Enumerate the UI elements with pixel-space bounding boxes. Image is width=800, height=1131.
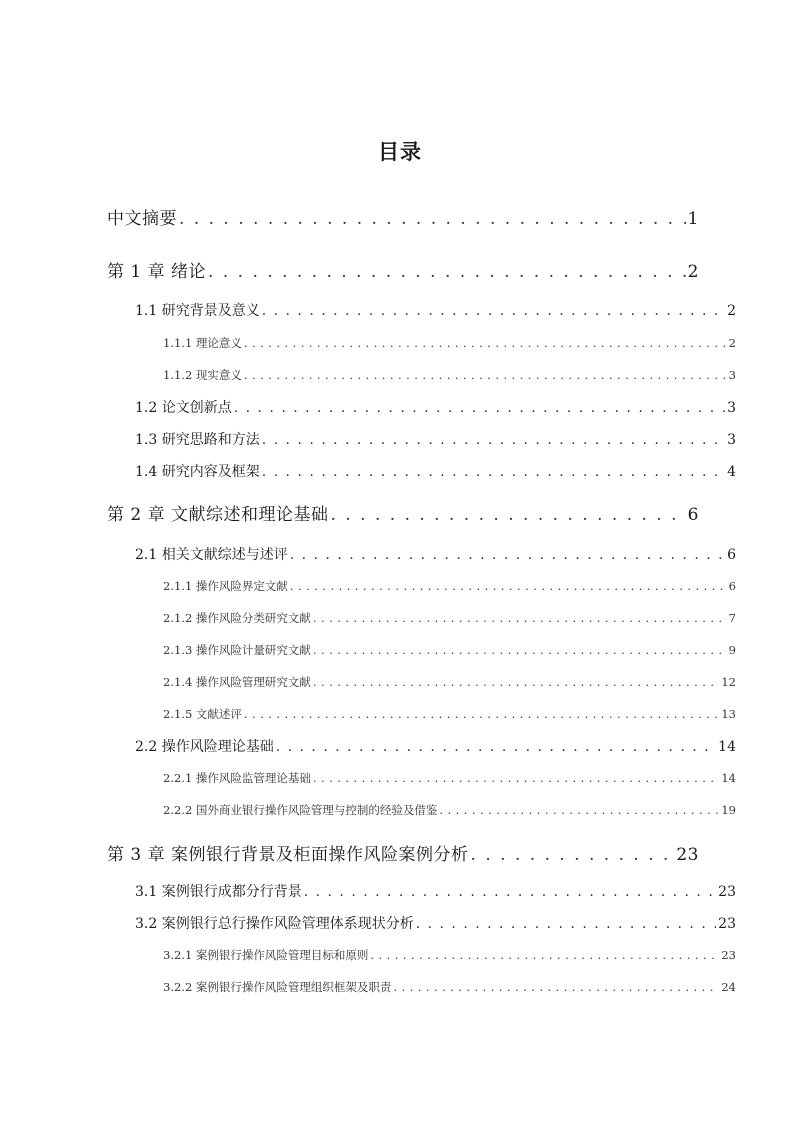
dot-leader [471,845,675,865]
toc-entry-page: 12 [721,675,736,689]
dot-leader [331,505,686,525]
toc-entry-label: 3.1 案例银行成都分行背景 [135,884,302,900]
toc-entry[interactable] [163,642,736,658]
dot-leader [304,884,716,900]
page-title: 目录 [378,140,422,164]
toc-entry-page: 6 [728,579,736,593]
toc-entry-page: 14 [721,771,736,785]
toc-entry-page: 1 [687,209,699,229]
toc-entry[interactable] [163,674,736,690]
toc-entry-label: 1.4 研究内容及框架 [135,464,260,480]
toc-entry-page: 2 [687,262,699,282]
dot-leader [290,547,725,563]
toc-entry-label: 2.2.1 操作风险监管理论基础 [163,771,311,785]
toc-entry[interactable] [163,706,736,722]
dot-leader [179,209,686,229]
toc-entry-label: 2.2.2 国外商业银行操作风险管理与控制的经验及借鉴 [163,803,438,817]
dot-leader [370,948,719,962]
toc-entry[interactable] [107,204,699,229]
toc-entry[interactable] [163,578,736,594]
dot-leader [276,739,716,755]
toc-entry-page: 6 [687,505,699,525]
toc-entry-page: 24 [721,980,736,994]
toc-entry-label: 1.1.1 理论意义 [163,336,242,350]
dot-leader [244,368,727,382]
toc-entry[interactable] [107,840,699,865]
toc-entry-label: 2.2 操作风险理论基础 [135,739,274,755]
toc-entry-label: 3.2.1 案例银行操作风险管理目标和原则 [163,948,369,962]
dot-leader [393,980,719,994]
toc-entry[interactable] [135,300,736,320]
toc-entry[interactable] [163,367,736,383]
toc-entry-page: 19 [721,803,736,817]
dot-leader [208,262,686,282]
toc-entry[interactable] [163,610,736,626]
toc-entry[interactable] [135,881,736,901]
toc-entry[interactable] [163,979,736,995]
toc-entry-label: 1.2 论文创新点 [135,400,232,416]
toc-entry-page: 6 [727,547,736,563]
toc-entry-label: 3.2.2 案例银行操作风险管理组织框架及职责 [163,980,392,994]
toc-entry-page: 7 [728,611,736,625]
toc-entry[interactable] [163,947,736,963]
dot-leader [313,611,727,625]
toc-entry-label: 1.1.2 现实意义 [163,368,242,382]
toc-entry-label: 1.1 研究背景及意义 [135,303,260,319]
toc-entry-page: 4 [727,464,736,480]
toc-entry-page: 14 [718,739,736,755]
toc-entry[interactable] [107,500,699,525]
toc-entry[interactable] [135,544,736,564]
dot-leader [439,803,719,817]
toc-entry-label: 2.1.3 操作风险计量研究文献 [163,643,311,657]
toc-entry-page: 3 [728,368,736,382]
toc-entry[interactable] [135,429,736,449]
toc-entry-label: 2.1 相关文献综述与述评 [135,547,288,563]
toc-entry[interactable] [135,736,736,756]
toc-entry-label: 2.1.5 文献述评 [163,707,242,721]
toc-entry-label: 第 1 章 绪论 [107,262,207,282]
dot-leader [244,707,719,721]
toc-entry[interactable] [163,770,736,786]
dot-leader [262,432,725,448]
toc-entry-label: 2.1.1 操作风险界定文献 [163,579,288,593]
dot-leader [313,771,719,785]
toc-entry[interactable] [163,802,736,818]
toc-entry[interactable] [135,913,736,933]
toc-entry-page: 2 [728,336,736,350]
toc-entry-page: 23 [721,948,736,962]
toc-entry[interactable] [135,461,736,481]
toc-entry[interactable] [107,257,699,282]
dot-leader [313,643,727,657]
toc-entry-label: 中文摘要 [107,209,177,229]
toc-entry-label: 2.1.2 操作风险分类研究文献 [163,611,311,625]
toc-entry-label: 1.3 研究思路和方法 [135,432,260,448]
dot-leader [262,464,725,480]
toc-entry-page: 3 [727,400,736,416]
dot-leader [234,400,725,416]
toc-entry-page: 3 [727,432,736,448]
toc-entry-page: 23 [676,845,699,865]
dot-leader [244,336,727,350]
toc-entry-page: 13 [721,707,736,721]
toc-entry[interactable] [163,335,736,351]
toc-entry-page: 23 [718,884,736,900]
dot-leader [416,916,716,932]
toc-entry-page: 9 [728,643,736,657]
dot-leader [313,675,719,689]
toc-entry[interactable] [135,397,736,417]
dot-leader [290,579,727,593]
toc-entry-label: 2.1.4 操作风险管理研究文献 [163,675,311,689]
toc-entry-label: 第 2 章 文献综述和理论基础 [107,505,329,525]
toc-entry-page: 2 [727,303,736,319]
toc-entry-page: 23 [718,916,736,932]
toc-entry-label: 第 3 章 案例银行背景及柜面操作风险案例分析 [107,845,469,865]
dot-leader [262,303,725,319]
toc-entry-label: 3.2 案例银行总行操作风险管理体系现状分析 [135,916,414,932]
